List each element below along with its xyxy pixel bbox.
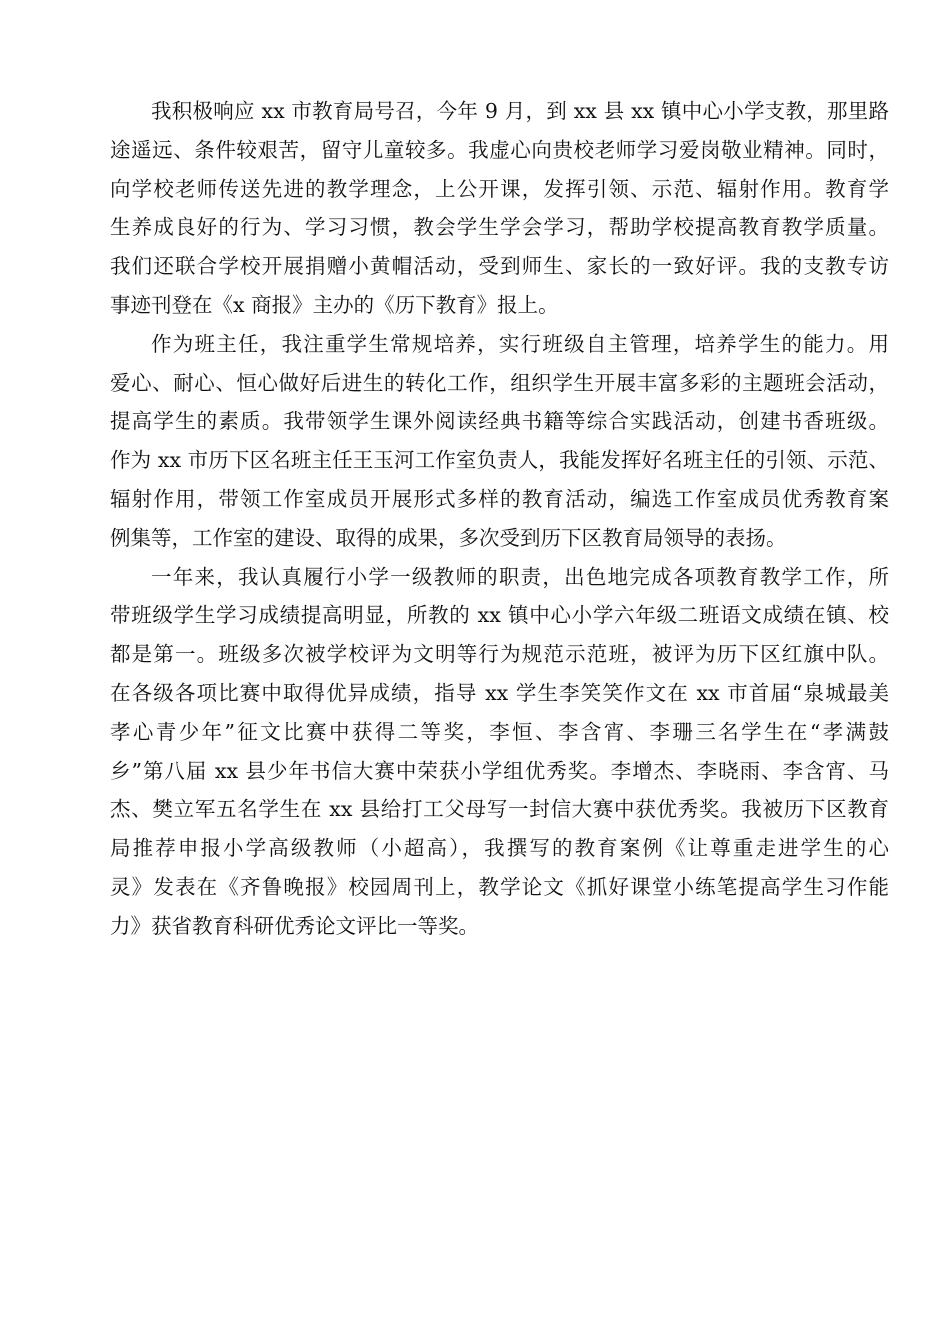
text-line: 都是第一。班级多次被学校评为文明等行为规范示范班，被评为历下区红旗中队。 xyxy=(110,642,889,667)
text-line: 生养成良好的行为、学习习惯，教会学生学会学习，帮助学校提高教育教学质量。 xyxy=(110,215,889,240)
text-line: 杰、樊立军五名学生在 xx 县给打工父母写一封信大赛中获优秀奖。我被历下区教育 xyxy=(110,797,889,822)
text-line: 乡”第八届 xx 县少年书信大赛中荣获小学组优秀奖。李增杰、李晓雨、李含宵、马 xyxy=(110,758,889,783)
text-line: 我们还联合学校开展捐赠小黄帽活动，受到师生、家长的一致好评。我的支教专访 xyxy=(110,254,889,279)
document-body xyxy=(69,92,889,946)
text-line: 孝心青少年”征文比赛中获得二等奖，李恒、李含宵、李珊三名学生在“孝满鼓 xyxy=(110,719,889,744)
text-line: 向学校老师传送先进的教学理念，上公开课，发挥引领、示范、辐射作用。教育学 xyxy=(110,176,889,201)
text-line: 爱心、耐心、恒心做好后进生的转化工作，组织学生开展丰富多彩的主题班会活动， xyxy=(110,370,889,395)
paragraph-achievements xyxy=(69,558,889,946)
text-line: 作为 xx 市历下区名班主任王玉河工作室负责人，我能发挥好名班主任的引领、示范、 xyxy=(110,448,889,473)
text-line: 事迹刊登在《x 商报》主办的《历下教育》报上。 xyxy=(110,292,559,317)
text-line: 作为班主任，我注重学生常规培养，实行班级自主管理，培养学生的能力。用 xyxy=(151,331,889,356)
text-line: 在各级各项比赛中取得优异成绩，指导 xx 学生李笑笑作文在 xx 市首届“泉城最美 xyxy=(110,680,889,705)
text-line: 力》获省教育科研优秀论文评比一等奖。 xyxy=(110,913,479,938)
paragraph-class-teacher xyxy=(69,325,889,558)
text-line: 带班级学生学习成绩提高明显，所教的 xx 镇中心小学六年级二班语文成绩在镇、校 xyxy=(110,603,889,628)
text-line: 提高学生的素质。我带领学生课外阅读经典书籍等综合实践活动，创建书香班级。 xyxy=(110,409,889,434)
text-line: 途遥远、条件较艰苦，留守儿童较多。我虚心向贵校老师学习爱岗敬业精神。同时， xyxy=(110,137,889,162)
text-line: 例集等，工作室的建设、取得的成果，多次受到历下区教育局领导的表扬。 xyxy=(110,525,787,550)
text-line: 辐射作用，带领工作室成员开展形式多样的教育活动，编选工作室成员优秀教育案 xyxy=(110,486,889,511)
text-line: 局推荐申报小学高级教师（小超高），我撰写的教育案例《让尊重走进学生的心 xyxy=(110,836,889,861)
paragraph-support-teaching xyxy=(69,92,889,325)
text-line: 我积极响应 xx 市教育局号召，今年 9 月，到 xx 县 xx 镇中心小学支教，那里路 xyxy=(151,99,889,123)
text-line: 灵》发表在《齐鲁晚报》校园周刊上，教学论文《抓好课堂小练笔提高学生习作能 xyxy=(110,874,889,899)
text-line: 一年来，我认真履行小学一级教师的职责，出色地完成各项教育教学工作，所 xyxy=(151,564,889,589)
